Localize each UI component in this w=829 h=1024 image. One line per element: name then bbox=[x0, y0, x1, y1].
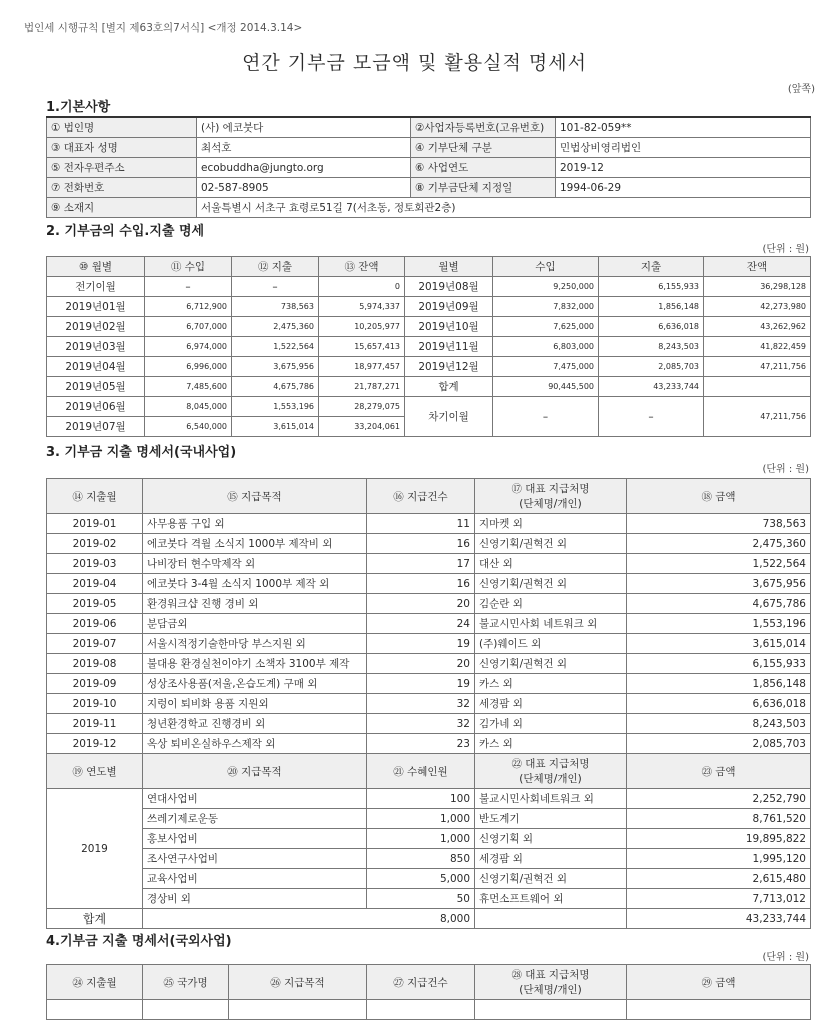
month-cell: 2019년09월 bbox=[405, 297, 493, 317]
amount-cell: 42,273,980 bbox=[704, 297, 811, 317]
count-cell: 17 bbox=[367, 554, 475, 574]
payee-cell: 카스 외 bbox=[475, 674, 627, 694]
purpose-cell: 사무용품 구입 외 bbox=[143, 514, 367, 534]
amount-cell: 7,713,012 bbox=[627, 889, 811, 909]
domestic-expense-row bbox=[47, 534, 811, 554]
month-cell: 2019년02월 bbox=[47, 317, 145, 337]
domestic-expense-row bbox=[47, 594, 811, 614]
payee-cell: 세경팜 외 bbox=[475, 849, 627, 869]
count-cell: 20 bbox=[367, 594, 475, 614]
page-title: 연간 기부금 모금액 및 활용실적 명세서 bbox=[242, 52, 587, 74]
domestic-expense-row bbox=[47, 574, 811, 594]
month-cell: 2019-11 bbox=[47, 714, 143, 734]
month-cell: 전기이월 bbox=[47, 277, 145, 297]
domestic-expense-row bbox=[47, 614, 811, 634]
payee-cell: 김순란 외 bbox=[475, 594, 627, 614]
amount-cell: 36,298,128 bbox=[704, 277, 811, 297]
amount-cell: 41,822,459 bbox=[704, 337, 811, 357]
year-cell: 2019 bbox=[47, 789, 143, 909]
month-cell: 2019-08 bbox=[47, 654, 143, 674]
header-row bbox=[47, 965, 811, 1000]
domestic-expense-row bbox=[47, 654, 811, 674]
count-cell: 32 bbox=[367, 694, 475, 714]
month-cell: 2019-06 bbox=[47, 614, 143, 634]
amount-cell: 1,553,196 bbox=[627, 614, 811, 634]
amount-cell: 2,615,480 bbox=[627, 869, 811, 889]
amount-cell: 6,540,000 bbox=[145, 417, 232, 437]
header-row bbox=[47, 754, 811, 789]
amount-cell: 1,856,148 bbox=[599, 297, 704, 317]
amount-cell: 33,204,061 bbox=[319, 417, 405, 437]
empty-cell bbox=[627, 1000, 811, 1020]
column-header bbox=[475, 479, 627, 514]
domestic-expense-row bbox=[47, 734, 811, 754]
amount-cell: 28,279,075 bbox=[319, 397, 405, 417]
field-value: 민법상비영리법인 bbox=[556, 138, 811, 158]
column-header: ⑫ 지출 bbox=[232, 257, 319, 277]
amount-cell: – bbox=[232, 277, 319, 297]
purpose-cell: 불대용 환경실천이야기 소책자 3100부 제작 bbox=[143, 654, 367, 674]
purpose-cell: 성상조사용품(저울,온습도계) 구매 외 bbox=[143, 674, 367, 694]
yearly-expense-row bbox=[47, 869, 811, 889]
field-value: ecobuddha@jungto.org bbox=[197, 158, 411, 178]
domestic-expense-table bbox=[46, 478, 811, 929]
amount-cell: 6,636,018 bbox=[627, 694, 811, 714]
amount-cell: 738,563 bbox=[627, 514, 811, 534]
amount-cell: 3,675,956 bbox=[232, 357, 319, 377]
basic-info-table bbox=[46, 116, 811, 218]
amount-cell: 3,615,014 bbox=[232, 417, 319, 437]
column-header: ㉓ 금액 bbox=[627, 754, 811, 789]
amount-cell: 4,675,786 bbox=[232, 377, 319, 397]
header-line: ㉘ 대표 지급처명 bbox=[511, 969, 590, 981]
domestic-expense-row bbox=[47, 674, 811, 694]
amount-cell: 5,974,337 bbox=[319, 297, 405, 317]
field-label: ②사업자등록번호(고유번호) bbox=[411, 117, 556, 138]
column-header: ㉔ 지출월 bbox=[47, 965, 143, 1000]
basic-info-row bbox=[47, 158, 811, 178]
column-header: ⑩ 월별 bbox=[47, 257, 145, 277]
month-cell: 2019년10월 bbox=[405, 317, 493, 337]
amount-cell: 1,553,196 bbox=[232, 397, 319, 417]
purpose-cell: 청년환경학교 진행경비 외 bbox=[143, 714, 367, 734]
amount-cell: 7,475,000 bbox=[493, 357, 599, 377]
payee-cell: 신영기획/권혁건 외 bbox=[475, 654, 627, 674]
purpose-cell: 환경워크샵 진행 경비 외 bbox=[143, 594, 367, 614]
column-header: 지출 bbox=[599, 257, 704, 277]
column-header: ㉙ 금액 bbox=[627, 965, 811, 1000]
header-row bbox=[47, 479, 811, 514]
amount-cell: 6,803,000 bbox=[493, 337, 599, 357]
month-cell: 2019-09 bbox=[47, 674, 143, 694]
purpose-cell: 서울시적정기술한마당 부스지원 외 bbox=[143, 634, 367, 654]
form-header: 법인세 시행규칙 [별지 제63호의7서식] <개정 2014.3.14> bbox=[24, 22, 303, 34]
count-cell: 19 bbox=[367, 634, 475, 654]
column-header: ⑬ 잔액 bbox=[319, 257, 405, 277]
month-cell: 2019-12 bbox=[47, 734, 143, 754]
amount-cell: 738,563 bbox=[232, 297, 319, 317]
count-cell: 23 bbox=[367, 734, 475, 754]
amount-cell: 2,085,703 bbox=[627, 734, 811, 754]
amount-cell: 6,974,000 bbox=[145, 337, 232, 357]
total-amount: 43,233,744 bbox=[627, 909, 811, 929]
month-cell: 2019년12월 bbox=[405, 357, 493, 377]
field-value: 최석호 bbox=[197, 138, 411, 158]
amount-cell: 6,155,933 bbox=[627, 654, 811, 674]
column-header: ⑱ 금액 bbox=[627, 479, 811, 514]
amount-cell: 18,977,457 bbox=[319, 357, 405, 377]
count-cell: 20 bbox=[367, 654, 475, 674]
purpose-cell: 경상비 외 bbox=[143, 889, 367, 909]
count-cell: 1,000 bbox=[367, 809, 475, 829]
empty-row bbox=[47, 1000, 811, 1020]
amount-cell: 3,615,014 bbox=[627, 634, 811, 654]
income-expense-row bbox=[47, 377, 811, 397]
count-cell: 5,000 bbox=[367, 869, 475, 889]
carry-forward-label: 차기이월 bbox=[405, 397, 493, 437]
overseas-expense-table bbox=[46, 964, 811, 1020]
amount-cell: 90,445,500 bbox=[493, 377, 599, 397]
amount-cell: 8,045,000 bbox=[145, 397, 232, 417]
column-header bbox=[475, 754, 627, 789]
column-header: ⑮ 지급목적 bbox=[143, 479, 367, 514]
amount-cell: 1,856,148 bbox=[627, 674, 811, 694]
amount-cell: 7,485,600 bbox=[145, 377, 232, 397]
month-cell: 2019년07월 bbox=[47, 417, 145, 437]
header-subline: (단체명/개인) bbox=[519, 773, 582, 785]
front-side-label: (앞쪽) bbox=[787, 84, 815, 95]
payee-cell: 대산 외 bbox=[475, 554, 627, 574]
amount-cell: 8,761,520 bbox=[627, 809, 811, 829]
yearly-expense-row bbox=[47, 849, 811, 869]
empty-cell bbox=[47, 1000, 143, 1020]
month-cell: 2019년06월 bbox=[47, 397, 145, 417]
payee-cell: 신영기획/권혁건 외 bbox=[475, 534, 627, 554]
amount-cell: 6,636,018 bbox=[599, 317, 704, 337]
basic-info-row bbox=[47, 117, 811, 138]
amount-cell: 2,475,360 bbox=[232, 317, 319, 337]
field-value: 1994-06-29 bbox=[556, 178, 811, 198]
month-cell: 2019년05월 bbox=[47, 377, 145, 397]
payee-cell: 신영기획/권혁건 외 bbox=[475, 869, 627, 889]
purpose-cell: 쓰레기제로운동 bbox=[143, 809, 367, 829]
payee-cell: 휴먼소프트웨어 외 bbox=[475, 889, 627, 909]
month-cell: 2019년08월 bbox=[405, 277, 493, 297]
field-value: 101-82-059** bbox=[556, 117, 811, 138]
amount-cell: 6,712,900 bbox=[145, 297, 232, 317]
total-row bbox=[47, 909, 811, 929]
section-3-heading: 3. 기부금 지출 명세서(국내사업) bbox=[46, 445, 237, 460]
payee-cell: 세경팜 외 bbox=[475, 694, 627, 714]
section-2-unit: (단위 : 원) bbox=[762, 244, 809, 255]
amount-cell: 9,250,000 bbox=[493, 277, 599, 297]
purpose-cell: 지렁이 퇴비화 용품 지원외 bbox=[143, 694, 367, 714]
amount-cell: 7,832,000 bbox=[493, 297, 599, 317]
income-expense-row bbox=[47, 397, 811, 417]
field-label: ⑥ 사업연도 bbox=[411, 158, 556, 178]
empty-cell bbox=[143, 1000, 229, 1020]
basic-info-row bbox=[47, 178, 811, 198]
amount-cell: – bbox=[599, 397, 704, 437]
header-subline: (단체명/개인) bbox=[519, 984, 582, 996]
payee-cell: 불교시민사회네트워크 외 bbox=[475, 789, 627, 809]
amount-cell: 43,262,962 bbox=[704, 317, 811, 337]
amount-cell: 7,625,000 bbox=[493, 317, 599, 337]
month-cell: 2019년04월 bbox=[47, 357, 145, 377]
amount-cell: 47,211,756 bbox=[704, 357, 811, 377]
section-2-heading: 2. 기부금의 수입.지출 명세 bbox=[46, 224, 205, 239]
header-row bbox=[47, 257, 811, 277]
total-count: 8,000 bbox=[143, 909, 475, 929]
amount-cell: 0 bbox=[319, 277, 405, 297]
purpose-cell: 에코붓다 3-4월 소식지 1000부 제작 외 bbox=[143, 574, 367, 594]
amount-cell: 47,211,756 bbox=[704, 397, 811, 437]
month-cell: 2019-01 bbox=[47, 514, 143, 534]
column-header: ㉖ 지급목적 bbox=[229, 965, 367, 1000]
income-expense-row bbox=[47, 317, 811, 337]
column-header: ㉗ 지급건수 bbox=[367, 965, 475, 1000]
amount-cell: 2,085,703 bbox=[599, 357, 704, 377]
payee-cell: 카스 외 bbox=[475, 734, 627, 754]
purpose-cell: 교육사업비 bbox=[143, 869, 367, 889]
amount-cell: 21,787,271 bbox=[319, 377, 405, 397]
section-3-unit: (단위 : 원) bbox=[762, 464, 809, 475]
domestic-expense-row bbox=[47, 714, 811, 734]
section-4-heading: 4.기부금 지출 명세서(국외사업) bbox=[46, 934, 232, 949]
purpose-cell: 연대사업비 bbox=[143, 789, 367, 809]
payee-cell: 신영기획/권혁건 외 bbox=[475, 574, 627, 594]
amount-cell: 6,996,000 bbox=[145, 357, 232, 377]
amount-cell bbox=[704, 377, 811, 397]
amount-cell: 3,675,956 bbox=[627, 574, 811, 594]
section-1-heading: 1.기본사항 bbox=[46, 100, 111, 115]
month-cell: 2019-07 bbox=[47, 634, 143, 654]
column-header: ⑭ 지출월 bbox=[47, 479, 143, 514]
payee-cell: (주)웨이드 외 bbox=[475, 634, 627, 654]
count-cell: 16 bbox=[367, 574, 475, 594]
count-cell: 850 bbox=[367, 849, 475, 869]
total-label: 합계 bbox=[47, 909, 143, 929]
column-header: 월별 bbox=[405, 257, 493, 277]
field-label: ⑦ 전화번호 bbox=[47, 178, 197, 198]
count-cell: 32 bbox=[367, 714, 475, 734]
payee-cell: 김가네 외 bbox=[475, 714, 627, 734]
amount-cell: 1,522,564 bbox=[627, 554, 811, 574]
purpose-cell: 조사연구사업비 bbox=[143, 849, 367, 869]
income-expense-table bbox=[46, 256, 811, 437]
amount-cell: 10,205,977 bbox=[319, 317, 405, 337]
count-cell: 16 bbox=[367, 534, 475, 554]
month-cell: 합계 bbox=[405, 377, 493, 397]
field-label: ⑧ 기부금단체 지정일 bbox=[411, 178, 556, 198]
payee-cell: 반도계기 bbox=[475, 809, 627, 829]
payee-cell: 불교시민사회 네트워크 외 bbox=[475, 614, 627, 634]
yearly-expense-row bbox=[47, 889, 811, 909]
count-cell: 1,000 bbox=[367, 829, 475, 849]
table-cell bbox=[475, 909, 627, 929]
amount-cell: – bbox=[493, 397, 599, 437]
amount-cell: 1,995,120 bbox=[627, 849, 811, 869]
month-cell: 2019-04 bbox=[47, 574, 143, 594]
month-cell: 2019년11월 bbox=[405, 337, 493, 357]
count-cell: 19 bbox=[367, 674, 475, 694]
income-expense-row bbox=[47, 337, 811, 357]
month-cell: 2019-10 bbox=[47, 694, 143, 714]
column-header bbox=[475, 965, 627, 1000]
address-row bbox=[47, 198, 811, 218]
field-value: 02-587-8905 bbox=[197, 178, 411, 198]
section-4-unit: (단위 : 원) bbox=[762, 952, 809, 963]
column-header: ⑳ 지급목적 bbox=[143, 754, 367, 789]
header-line: ㉒ 대표 지급처명 bbox=[511, 758, 590, 770]
field-label: ① 법인명 bbox=[47, 117, 197, 138]
domestic-expense-row bbox=[47, 694, 811, 714]
amount-cell: 4,675,786 bbox=[627, 594, 811, 614]
empty-cell bbox=[475, 1000, 627, 1020]
column-header: ㉕ 국가명 bbox=[143, 965, 229, 1000]
count-cell: 24 bbox=[367, 614, 475, 634]
domestic-expense-row bbox=[47, 634, 811, 654]
amount-cell: 6,155,933 bbox=[599, 277, 704, 297]
income-expense-row bbox=[47, 277, 811, 297]
amount-cell: 15,657,413 bbox=[319, 337, 405, 357]
income-expense-row bbox=[47, 357, 811, 377]
amount-cell: 43,233,744 bbox=[599, 377, 704, 397]
payee-cell: 지마켓 외 bbox=[475, 514, 627, 534]
count-cell: 100 bbox=[367, 789, 475, 809]
month-cell: 2019-02 bbox=[47, 534, 143, 554]
count-cell: 50 bbox=[367, 889, 475, 909]
header-subline: (단체명/개인) bbox=[519, 498, 582, 510]
amount-cell: 8,243,503 bbox=[627, 714, 811, 734]
yearly-expense-row bbox=[47, 809, 811, 829]
amount-cell: 2,252,790 bbox=[627, 789, 811, 809]
field-label: ③ 대표자 성명 bbox=[47, 138, 197, 158]
purpose-cell: 에코붓다 격월 소식지 1000부 제작비 외 bbox=[143, 534, 367, 554]
month-cell: 2019-03 bbox=[47, 554, 143, 574]
amount-cell: 8,243,503 bbox=[599, 337, 704, 357]
empty-cell bbox=[229, 1000, 367, 1020]
basic-info-row bbox=[47, 138, 811, 158]
field-label: ⑤ 전자우편주소 bbox=[47, 158, 197, 178]
address-label: ⑨ 소재지 bbox=[47, 198, 197, 218]
month-cell: 2019년01월 bbox=[47, 297, 145, 317]
yearly-expense-row bbox=[47, 789, 811, 809]
purpose-cell: 홍보사업비 bbox=[143, 829, 367, 849]
amount-cell: 1,522,564 bbox=[232, 337, 319, 357]
amount-cell: 19,895,822 bbox=[627, 829, 811, 849]
field-value: (사) 에코붓다 bbox=[197, 117, 411, 138]
count-cell: 11 bbox=[367, 514, 475, 534]
column-header: ⑯ 지급건수 bbox=[367, 479, 475, 514]
purpose-cell: 옥상 퇴비온실하우스제작 외 bbox=[143, 734, 367, 754]
column-header: ⑲ 연도별 bbox=[47, 754, 143, 789]
column-header: ㉑ 수혜인원 bbox=[367, 754, 475, 789]
payee-cell: 신영기획 외 bbox=[475, 829, 627, 849]
month-cell: 2019년03월 bbox=[47, 337, 145, 357]
purpose-cell: 나비장터 현수막제작 외 bbox=[143, 554, 367, 574]
income-expense-row bbox=[47, 297, 811, 317]
month-cell: 2019-05 bbox=[47, 594, 143, 614]
header-line: ⑰ 대표 지급처명 bbox=[511, 483, 590, 495]
amount-cell: – bbox=[145, 277, 232, 297]
domestic-expense-row bbox=[47, 514, 811, 534]
field-label: ④ 기부단체 구분 bbox=[411, 138, 556, 158]
empty-cell bbox=[367, 1000, 475, 1020]
purpose-cell: 분담금외 bbox=[143, 614, 367, 634]
yearly-expense-row bbox=[47, 829, 811, 849]
column-header: 수입 bbox=[493, 257, 599, 277]
amount-cell: 6,707,000 bbox=[145, 317, 232, 337]
amount-cell: 2,475,360 bbox=[627, 534, 811, 554]
column-header: ⑪ 수입 bbox=[145, 257, 232, 277]
domestic-expense-row bbox=[47, 554, 811, 574]
address-value: 서울특별시 서초구 효령로51길 7(서초동, 정토회관2층) bbox=[197, 198, 811, 218]
column-header: 잔액 bbox=[704, 257, 811, 277]
field-value: 2019-12 bbox=[556, 158, 811, 178]
